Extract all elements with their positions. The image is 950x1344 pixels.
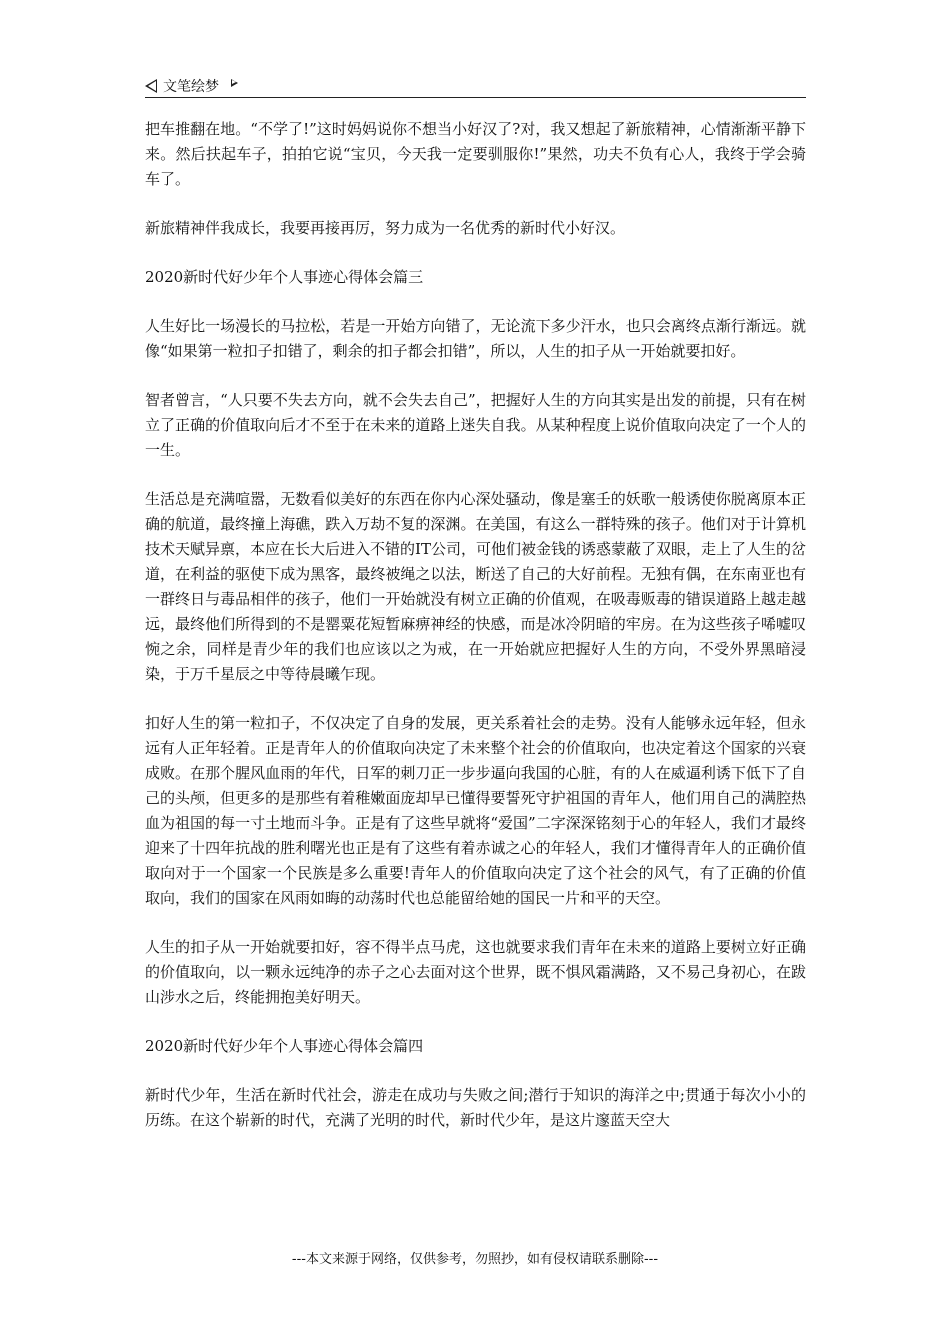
footer-notice: ---本文来源于网络，仅供参考，勿照抄，如有侵权请联系删除--- [291,1252,659,1267]
section-heading: 2020新时代好少年个人事迹心得体会篇三 [145,268,424,286]
paragraph: 生活总是充满喧嚣，无数看似美好的东西在你内心深处骚动，像是塞壬的妖歌一般诱使你脱离原本正确的航道，最终撞上海礁，跌入万劫不复的深渊。在美国，有这么一群特殊的孩子。他们对于计算机技术天赋异禀，本应在长大后进入不错的IT公司，可他们被金钱的诱惑蒙蔽了双眼，走上了人生的岔道，在利益的驱使下成为黑客，最终被绳之以法，断送了自己的大好前程。无独有偶，在东南亚也有一群终日与毒品相伴的孩子，他们一开始就没有树立正确的价值观，在吸毒贩毒的错误道路上越走越远，最终他们所得到的不是罂粟花短暂麻痹神经的快感，而是冰冷阴暗的牢房。在为这些孩子唏嘘叹惋之余，同样是青少年的我们也应该以之为戒，在一开始就应把握好人生的方向，不受外界黑暗浸染，于万千星辰之中等待晨曦乍现。 [145,490,806,683]
header-title: 文笔绘梦 [163,78,219,95]
paragraph: 智者曾言，“人只要不失去方向，就不会失去自己”，把握好人生的方向其实是出发的前提，只有在树立了正确的价值取向后才不至于在未来的道路上迷失自我。从某种程度上说价值取向决定了一个人的一生。 [145,391,806,459]
paragraph: 扣好人生的第一粒扣子，不仅决定了自身的发展，更关系着社会的走势。没有人能够永远年轻，但永远有人正年轻着。正是青年人的价值取向决定了未来整个社会的价值取向，也决定着这个国家的兴衰成败。在那个腥风血雨的年代，日军的刺刀正一步步逼向我国的心脏，有的人在威逼利诱下低下了自己的头颅，但更多的是那些有着稚嫩面庞却早已懂得要誓死守护祖国的青年人，他们用自己的满腔热血为祖国的每一寸土地而斗争。正是有了这些早就将“爱国”二字深深铭刻于心的年轻人，我们才最终迎来了十四年抗战的胜利曙光也正是有了这些有着赤诚之心的年轻人，我们才懂得青年人的正确价值取向对于一个国家一个民族是多么重要!青年人的价值取向决定了这个社会的风气，有了正确的价值取向，我们的国家在风雨如晦的动荡时代也总能留给她的国民一片和平的天空。 [145,714,806,907]
paragraph: 人生好比一场漫长的马拉松，若是一开始方向错了，无论流下多少汗水，也只会离终点渐行渐远。就像“如果第一粒扣子扣错了，剩余的扣子都会扣错”，所以，人生的扣子从一开始就要扣好。 [145,317,806,360]
paragraph: 人生的扣子从一开始就要扣好，容不得半点马虎，这也就要求我们青年在未来的道路上要树立好正确的价值取向，以一颗永远纯净的赤子之心去面对这个世界，既不惧风霜满路，又不易己身初心，在跋山涉水之后，终能拥抱美好明天。 [145,938,806,1006]
page-header [145,74,806,98]
triangle-left-icon [145,79,157,93]
paragraph: 新时代少年，生活在新时代社会，游走在成功与失败之间;潜行于知识的海洋之中;贯通于每次小小的历练。在这个崭新的时代，充满了光明的时代，新时代少年，是这片邃蓝天空大 [145,1086,806,1129]
paragraph: 把车推翻在地。“不学了!”这时妈妈说你不想当小好汉了?对，我又想起了新旅精神，心情渐渐平静下来。然后扶起车子，拍拍它说“宝贝，今天我一定要驯服你!”果然，功夫不负有心人，我终于学会骑车了。 [145,120,806,188]
document-body [145,117,806,1157]
triangle-right-icon [231,79,238,87]
section-heading: 2020新时代好少年个人事迹心得体会篇四 [145,1037,424,1055]
paragraph: 新旅精神伴我成长，我要再接再厉，努力成为一名优秀的新时代小好汉。 [145,219,626,237]
